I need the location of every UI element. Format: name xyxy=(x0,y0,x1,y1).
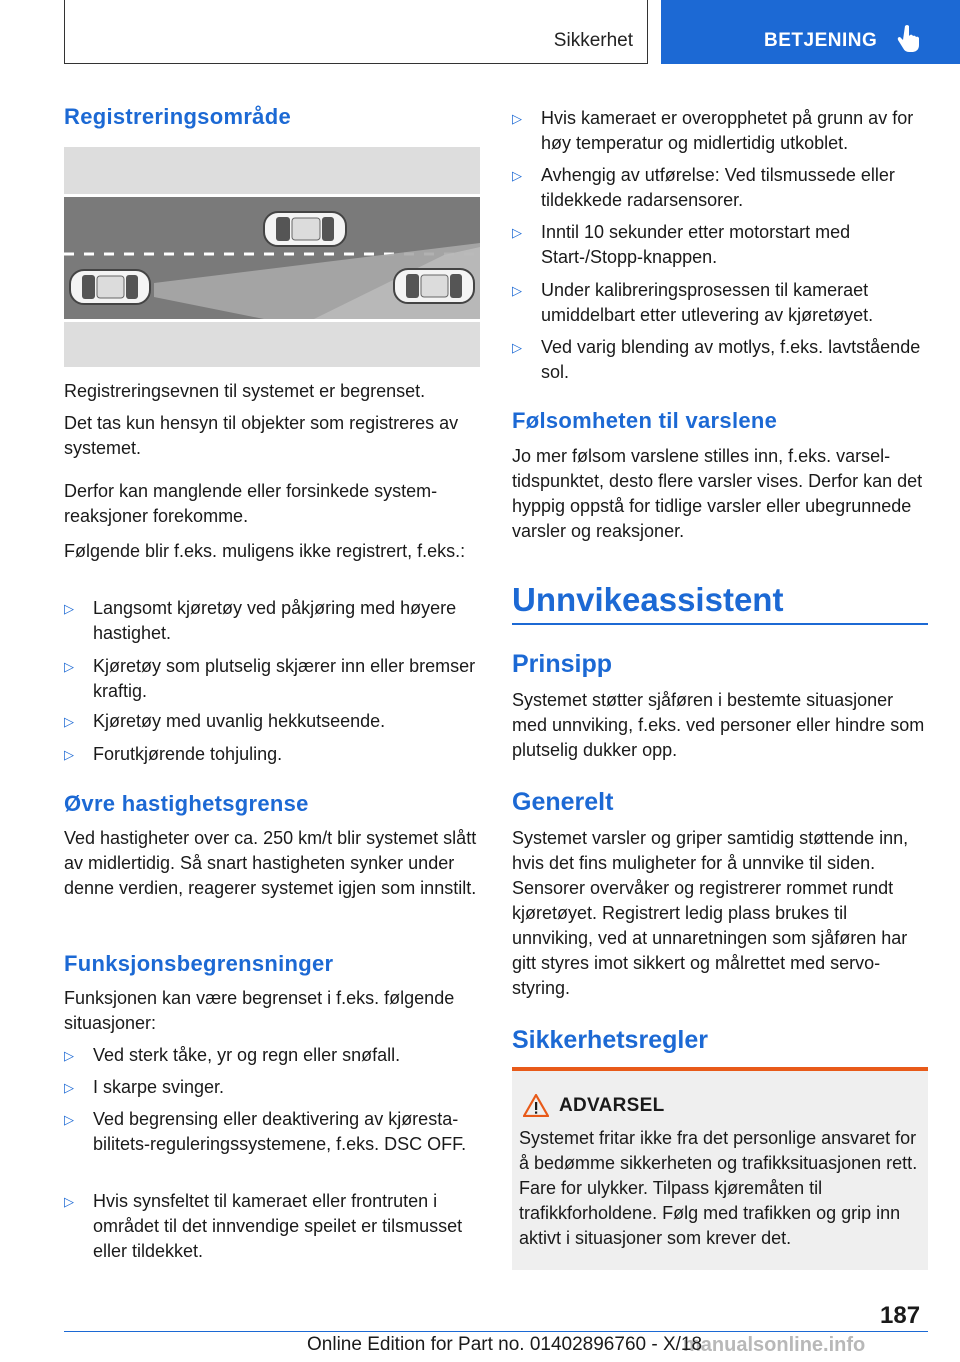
triangle-bullet-icon: ▷ xyxy=(64,747,74,762)
heading-detection-area: Registreringsområde xyxy=(64,104,291,129)
triangle-bullet-icon: ▷ xyxy=(64,1194,74,1209)
header-chapter-title: BETJENING xyxy=(764,30,878,51)
car-right-icon xyxy=(394,269,474,303)
watermark-text: manualsonline.info xyxy=(683,1334,866,1356)
paragraph: Registreringsevnen til systemet er begrenset. xyxy=(64,381,426,401)
hand-pointer-icon xyxy=(897,24,923,57)
paragraph: Systemet varsler og griper samtidig støttende inn, hvis det fins muligheter for å unnvike til siden. Sensorer overvåker og registrerer rommet rundt kjøretøyet. Registrert ledig plass brukes til unnviking, ved at unnaretningen som sjåføren har gitt styres imot sikkert og målrettet med servostyring. xyxy=(512,828,909,998)
warning-box xyxy=(512,1067,928,1270)
header-chapter-tab[interactable] xyxy=(661,0,960,64)
heading-general: Generelt xyxy=(512,788,614,816)
heading-principle: Prinsipp xyxy=(512,650,613,678)
paragraph: Ved hastigheter over ca. 250 km/t blir systemet slått av midlertidig. Så snart hastigheten synker under denne verdien, reagerer systemet igjen som innstilt. xyxy=(64,828,477,898)
heading-safety-rules: Sikkerhetsregler xyxy=(512,1026,708,1054)
footer-rule xyxy=(64,1331,928,1332)
heading-evasion-assistant: Unnvikeassistent xyxy=(512,581,784,618)
triangle-bullet-icon: ▷ xyxy=(512,111,522,126)
heading-underline xyxy=(512,623,928,625)
triangle-bullet-icon: ▷ xyxy=(64,1048,74,1063)
page-number: 187 xyxy=(880,1302,921,1329)
list-item: ▷ I skarpe svinger. xyxy=(64,1075,480,1100)
heading-warning-sensitivity: Følsomheten til varslene xyxy=(512,408,778,433)
list-item: ▷ Ved sterk tåke, yr og regn eller snøfall. xyxy=(64,1043,480,1068)
paragraph: Følgende blir f.eks. muligens ikke registrert, f.eks.: xyxy=(64,541,466,561)
paragraph: Systemet støtter sjåføren i bestemte situasjoner med unnviking, f.eks. ved personer eller hindre som plutselig dukker opp. xyxy=(512,690,925,760)
triangle-bullet-icon: ▷ xyxy=(512,283,522,298)
paragraph: Derfor kan manglende eller forsinkede systemreaksjoner forekomme. xyxy=(64,481,438,526)
list-item: ▷ Inntil 10 sekunder etter motorstart med Start-/Stopp-knappen. xyxy=(512,222,851,267)
footer-edition: Online Edition for Part no. 01402896760 - X/18 xyxy=(307,1334,703,1355)
list-item: ▷ Under kalibreringsprosessen til kameraet umiddelbart etter utlevering av kjøretøyet. xyxy=(512,280,874,325)
warning-triangle-icon xyxy=(523,1094,549,1122)
triangle-bullet-icon: ▷ xyxy=(64,1112,74,1127)
paragraph: Funksjonen kan være begrenset i f.eks. følgende situasjoner: xyxy=(64,988,455,1033)
warning-text: Systemet fritar ikke fra det personlige ansvaret for å bedømme sikkerheten og trafikksituasjonen rett. Fare for ulykker. Tilpass kjøremåten til trafikkforholdene. Følg med trafikken og grip inn aktivt i situasjoner som krever det. xyxy=(519,1128,918,1248)
paragraph: Jo mer følsom varslene stilles inn, f.eks. varseltidspunktet, desto flere varsler vises. Derfor kan det hyppig oppstå for tidlige varsler eller ubegrunnede varsler og reaksjoner. xyxy=(512,446,923,541)
list-item: ▷ Ved begrensing eller deaktivering av kjørestabilitets-reguleringssystemene, f.eks. DSC OFF. xyxy=(64,1109,467,1154)
triangle-bullet-icon: ▷ xyxy=(64,1080,74,1095)
detection-area-figure xyxy=(64,147,480,367)
warning-title: ADVARSEL xyxy=(559,1095,665,1116)
road-illustration xyxy=(64,147,480,367)
triangle-bullet-icon: ▷ xyxy=(512,168,522,183)
list-item: ▷ Hvis synsfeltet til kameraet eller frontruten i området til det innvendige speilet er tilsmusset eller tildekket. xyxy=(64,1191,463,1261)
warning-bar xyxy=(512,1067,928,1071)
paragraph: Det tas kun hensyn til objekter som registreres av systemet. xyxy=(64,413,459,458)
header-section-box xyxy=(64,0,648,64)
list-item: ▷ Kjøretøy som plutselig skjærer inn eller bremser kraftig. xyxy=(64,656,476,701)
list-item: ▷ Langsomt kjøretøy ved påkjøring med høyere hastighet. xyxy=(64,598,457,643)
triangle-bullet-icon: ▷ xyxy=(64,714,74,729)
heading-function-limits: Funksjonsbegrensninger xyxy=(64,951,334,976)
list-item: ▷ Kjøretøy med uvanlig hekkutseende. xyxy=(64,709,480,734)
triangle-bullet-icon: ▷ xyxy=(64,659,74,674)
list-item: ▷ Ved varig blending av motlys, f.eks. lavtstående sol. xyxy=(512,337,921,382)
triangle-bullet-icon: ▷ xyxy=(512,225,522,240)
list-item: ▷ Avhengig av utførelse: Ved tilsmussede eller tildekkede radarsensorer. xyxy=(512,165,895,210)
triangle-bullet-icon: ▷ xyxy=(512,340,522,355)
car-top-icon xyxy=(264,212,346,246)
car-left-icon xyxy=(70,270,150,304)
header-section-title: Sikkerhet xyxy=(553,30,633,51)
list-item: ▷ Hvis kameraet er overopphetet på grunn av for høy temperatur og midlertidig utkoblet. xyxy=(512,108,914,153)
list-item: ▷ Forutkjørende tohjuling. xyxy=(64,742,480,767)
triangle-bullet-icon: ▷ xyxy=(64,601,74,616)
heading-upper-speed-limit: Øvre hastighetsgrense xyxy=(64,791,309,816)
